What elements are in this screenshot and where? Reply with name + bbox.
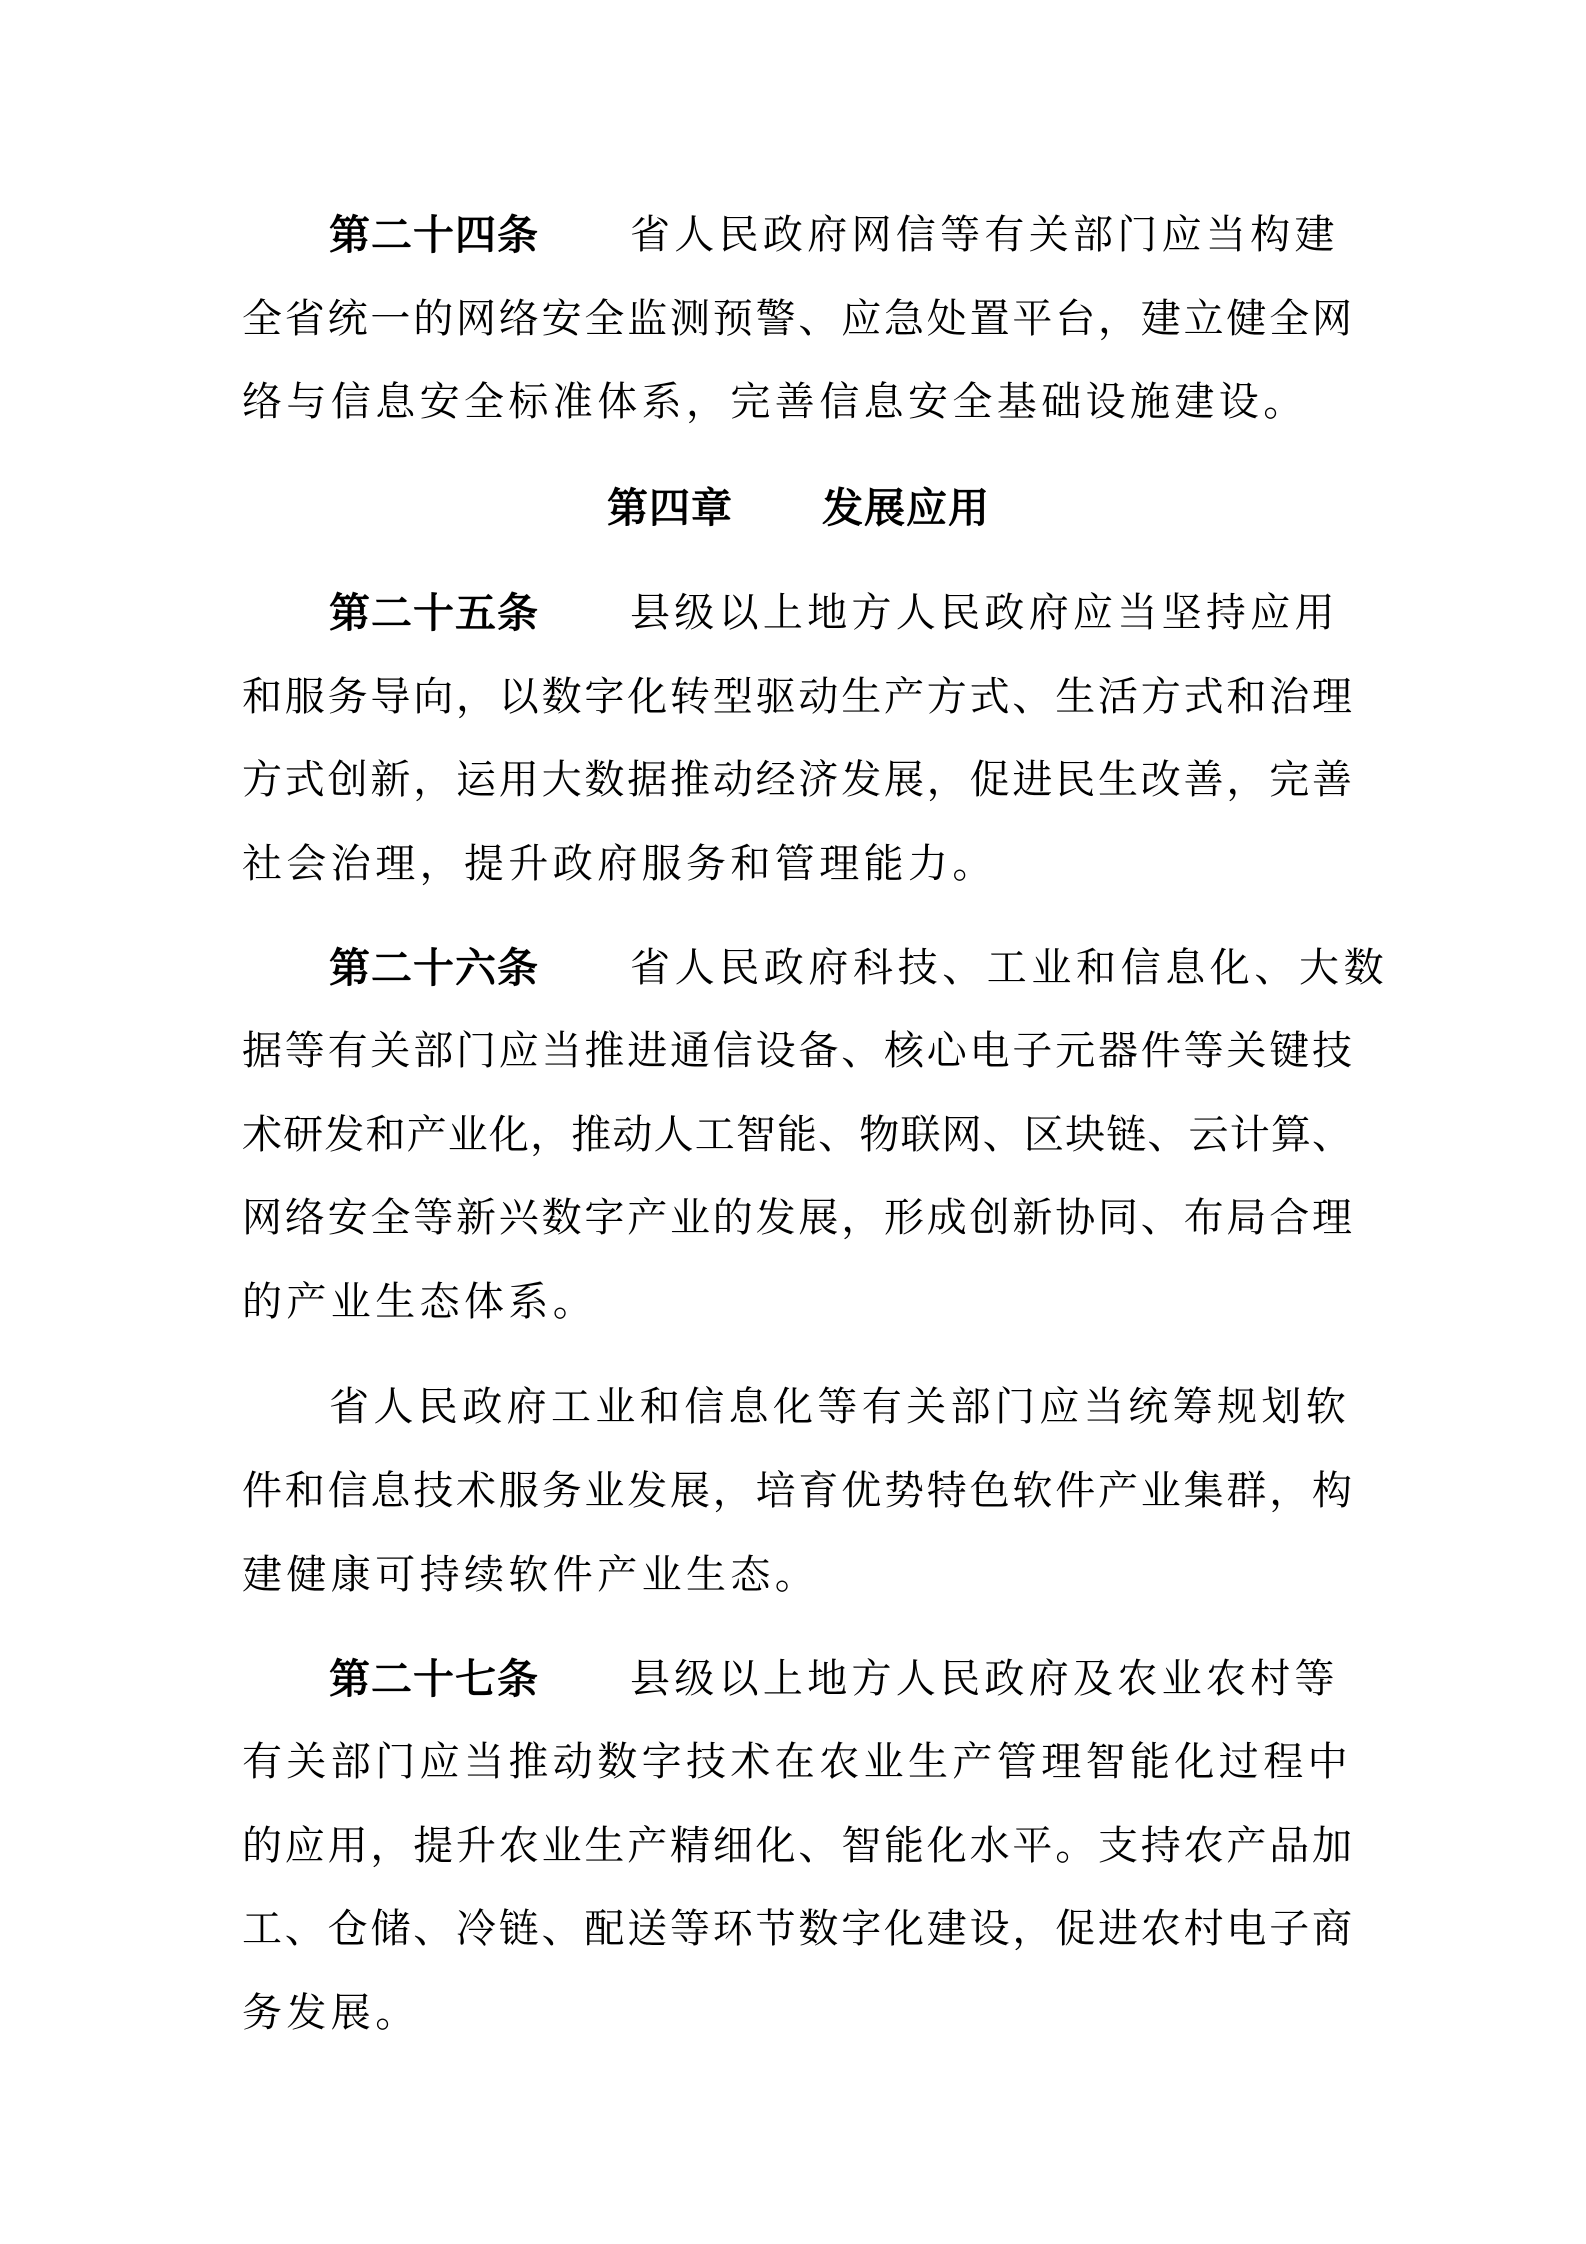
article-text: 络与信息安全标准体系，完善信息安全基础设施建设。 [242,379,1308,425]
chapter-number: 第四章 [607,484,733,532]
article-text: 县级以上地方人民政府及农业农村等 [630,1656,1339,1702]
article-text: 和服务导向，以数字化转型驱动生产方式、生活方式和治理 [242,674,1352,720]
article-text: 县级以上地方人民政府应当坚持应用 [630,590,1339,636]
article-text: 省人民政府网信等有关部门应当构建 [630,212,1339,258]
article-text: 有关部门应当推动数字技术在农业生产管理智能化过程中 [242,1739,1352,1785]
article-heading: 第二十七条 [329,1655,539,1703]
article-text: 省人民政府工业和信息化等有关部门应当统筹规划软 [329,1384,1351,1430]
article-text: 术研发和产业化，推动人工智能、物联网、区块链、云计算、 [242,1112,1352,1158]
article-text: 件和信息技术服务业发展，培育优势特色软件产业集群，构 [242,1468,1352,1514]
article-text: 的产业生态体系。 [242,1279,598,1325]
article-heading: 第二十四条 [329,211,539,259]
article-text: 建健康可持续软件产业生态。 [242,1552,820,1598]
article-text: 工、仓储、冷链、配送等环节数字化建设，促进农村电子商 [242,1906,1352,1952]
article-text: 方式创新，运用大数据推动经济发展，促进民生改善，完善 [242,757,1352,803]
article-text: 的应用，提升农业生产精细化、智能化水平。支持农产品加 [242,1823,1352,1869]
chapter-title: 发展应用 [822,484,990,532]
article-text: 省人民政府科技、工业和信息化、大数 [630,945,1389,991]
article-text: 务发展。 [242,1990,420,2036]
article-heading: 第二十五条 [329,589,539,637]
article-text: 网络安全等新兴数字产业的发展，形成创新协同、布局合理 [242,1195,1352,1241]
article-text: 据等有关部门应当推进通信设备、核心电子元器件等关键技 [242,1028,1352,1074]
article-heading: 第二十六条 [329,944,539,992]
article-text: 社会治理，提升政府服务和管理能力。 [242,841,997,887]
article-text: 全省统一的网络安全监测预警、应急处置平台，建立健全网 [242,296,1352,342]
